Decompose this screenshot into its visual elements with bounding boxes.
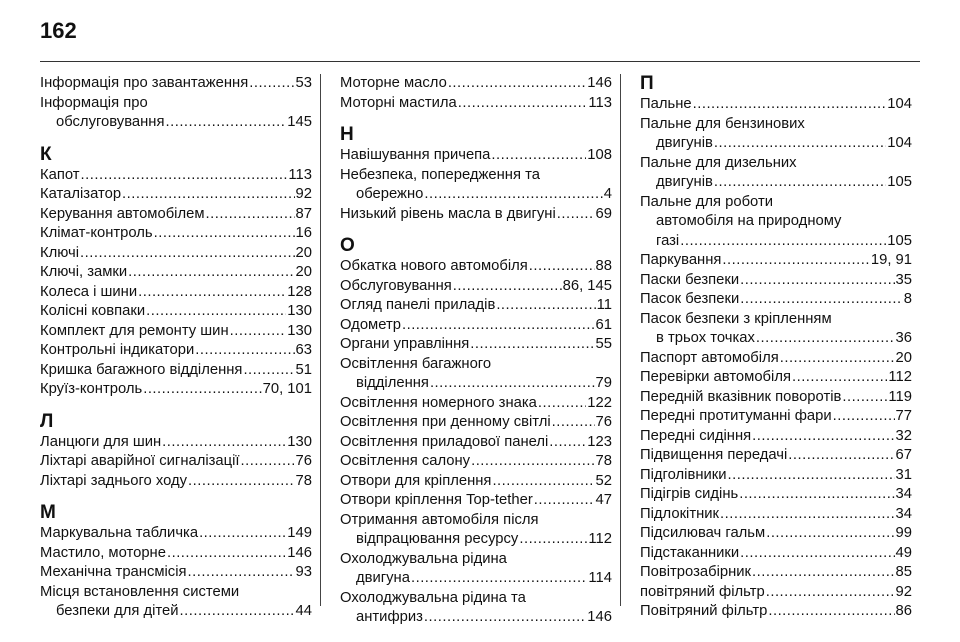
index-entry-page[interactable]: 128: [287, 283, 312, 300]
index-entry[interactable]: [40, 74, 312, 94]
index-entry[interactable]: [40, 583, 312, 622]
index-entry[interactable]: [640, 505, 912, 525]
dot-leader: [128, 263, 294, 283]
index-entry-page[interactable]: 88: [595, 258, 612, 274]
index-entry[interactable]: [640, 290, 912, 310]
index-entry-first-line: Отримання автомобіля після: [340, 511, 539, 528]
index-entry-title: Підголівники: [640, 466, 727, 483]
index-entry-title: Органи управління: [340, 336, 470, 352]
index-entry-title: Кришка багажного відділення: [40, 361, 243, 378]
section-letter: П: [640, 73, 654, 94]
index-entry-page[interactable]: 53: [295, 75, 312, 91]
index-entry[interactable]: [340, 511, 612, 550]
index-entry-title: Отвори кріплення Top-tether: [340, 492, 533, 508]
dot-leader: [680, 232, 886, 252]
dot-leader: [552, 413, 595, 433]
index-entry-page[interactable]: 122: [587, 394, 612, 411]
dot-leader: [243, 361, 294, 381]
index-entry-page[interactable]: 49: [895, 544, 912, 561]
index-entry-page[interactable]: 70, 101: [262, 381, 312, 397]
index-entry[interactable]: [340, 257, 612, 277]
index-entry[interactable]: [40, 341, 312, 361]
index-entry-page[interactable]: 87: [295, 205, 312, 222]
index-entry-title: Моторне масло: [340, 75, 447, 91]
index-entry[interactable]: [40, 205, 312, 225]
index-entry-title: Інформація про завантаження: [40, 75, 249, 91]
dot-leader: [471, 452, 594, 472]
index-entry-page[interactable]: 31: [895, 466, 912, 483]
index-entry[interactable]: [40, 380, 312, 400]
index-entry-title: Навішування причепа: [340, 147, 491, 163]
index-entry-page[interactable]: 4: [603, 186, 612, 202]
index-entry-page[interactable]: 92: [295, 186, 312, 202]
index-entry-page[interactable]: 44: [295, 603, 312, 619]
index-entry-title: повітряний фільтр: [640, 583, 765, 600]
index-entry-title: Отвори для кріплення: [340, 472, 492, 489]
dot-leader: [162, 433, 286, 453]
index-entry-page[interactable]: 119: [888, 388, 912, 405]
index-entry-page[interactable]: 20: [895, 349, 912, 366]
index-entry-page[interactable]: 86, 145: [562, 277, 612, 294]
index-entry-page[interactable]: 77: [895, 408, 912, 424]
index-entry[interactable]: [640, 193, 912, 252]
index-entry-title: Паспорт автомобіля: [640, 349, 779, 366]
index-entry-page[interactable]: 145: [287, 114, 312, 130]
index-column-1: [40, 74, 312, 622]
index-entry-title: Повітряний фільтр: [640, 603, 768, 619]
index-entry-page[interactable]: 19, 91: [870, 252, 912, 268]
index-entry-title: Ключі: [40, 244, 80, 261]
index-entry-title: Ключі, замки: [40, 264, 128, 280]
index-entry-title: Паски безпеки: [640, 271, 740, 288]
index-entry-title: Моторні мастила: [340, 94, 457, 111]
index-entry-title: Керування автомобілем: [40, 205, 205, 222]
dot-leader: [411, 569, 587, 589]
dot-leader: [788, 446, 894, 466]
index-entry[interactable]: [640, 524, 912, 544]
index-entry-page[interactable]: 35: [895, 271, 912, 288]
index-entry-title: Маркувальна табличка: [40, 525, 199, 541]
index-entry-first-line: Пальне для бензинових: [640, 115, 805, 132]
index-entry-first-line: Інформація про: [40, 94, 148, 111]
index-entry-title: Підігрів сидінь: [640, 486, 739, 502]
index-entry[interactable]: [40, 452, 312, 472]
index-entry-page[interactable]: 69: [595, 205, 612, 222]
index-entry-title: Підстаканники: [640, 544, 740, 561]
dot-leader: [756, 329, 895, 349]
index-entry[interactable]: [40, 524, 312, 544]
dot-leader: [167, 544, 286, 564]
section-letter: М: [40, 502, 56, 523]
dot-leader: [491, 146, 586, 166]
index-entry[interactable]: [340, 146, 612, 166]
index-entry-title: Пасок безпеки: [640, 291, 740, 307]
dot-leader: [780, 349, 895, 369]
index-entry-page[interactable]: 112: [888, 369, 912, 385]
dot-leader: [492, 472, 594, 492]
index-column-2: [340, 74, 612, 628]
dot-leader: [470, 335, 594, 355]
index-entry-page[interactable]: 113: [588, 94, 612, 111]
index-entry-title: Передній вказівник поворотів: [640, 388, 842, 405]
index-entry[interactable]: [40, 302, 312, 322]
index-entry[interactable]: [40, 224, 312, 244]
dot-leader: [165, 113, 286, 133]
dot-leader: [195, 341, 294, 361]
index-entry-page[interactable]: 78: [595, 453, 612, 469]
index-entry-page[interactable]: 52: [595, 472, 612, 489]
index-entry-title: Передні сидіння: [640, 427, 752, 444]
index-entry-first-line: Пасок безпеки з кріпленням: [640, 310, 832, 327]
index-entry-page[interactable]: 20: [295, 244, 312, 261]
dot-leader: [739, 485, 894, 505]
index-entry-title: Освітлення салону: [340, 453, 471, 469]
index-entry-page[interactable]: 85: [895, 564, 912, 580]
index-entry[interactable]: [340, 74, 612, 94]
dot-leader: [206, 205, 295, 225]
index-entry-title: Підвищення передачі: [640, 447, 788, 463]
index-entry[interactable]: [340, 94, 612, 114]
index-entry-page[interactable]: 55: [595, 336, 612, 352]
index-entry-page[interactable]: 63: [295, 342, 312, 358]
index-entry-page[interactable]: 130: [287, 322, 312, 339]
section-letter: К: [40, 143, 52, 165]
index-entry-title: Перевірки автомобіля: [640, 369, 791, 385]
dot-leader: [424, 185, 602, 205]
section-letter: Л: [40, 410, 54, 432]
index-entry[interactable]: [40, 244, 312, 264]
dot-leader: [833, 407, 895, 427]
index-entry[interactable]: [640, 446, 912, 466]
index-entry-title: Ланцюги для шин: [40, 433, 162, 450]
dot-leader: [241, 452, 295, 472]
dot-leader: [534, 491, 595, 511]
dot-leader: [720, 505, 894, 525]
index-entry[interactable]: [640, 544, 912, 564]
index-entry-title: обережно: [356, 186, 424, 202]
index-entry-page[interactable]: 113: [288, 166, 312, 183]
index-entry-page[interactable]: 79: [595, 375, 612, 391]
dot-leader: [752, 427, 894, 447]
dot-leader: [752, 563, 895, 583]
index-entry-title: Підсилювач гальм: [640, 525, 766, 541]
index-entry[interactable]: [40, 263, 312, 283]
dot-leader: [693, 95, 887, 115]
index-entry-title: Колеса і шини: [40, 283, 138, 300]
index-entry-page[interactable]: 16: [295, 225, 312, 241]
index-entry[interactable]: [340, 296, 612, 316]
index-entry[interactable]: [340, 277, 612, 297]
index-entry-page[interactable]: 105: [887, 174, 912, 190]
section-letter: О: [340, 235, 355, 256]
index-entry-page[interactable]: 112: [588, 531, 612, 547]
index-entry-title: Обслуговування: [340, 277, 452, 294]
index-entry-page[interactable]: 47: [595, 492, 612, 508]
index-entry[interactable]: [640, 310, 912, 349]
index-entry[interactable]: [640, 154, 912, 193]
index-entry[interactable]: [40, 166, 312, 186]
dot-leader: [549, 433, 586, 453]
index-entry-page[interactable]: 34: [895, 505, 912, 522]
index-entry[interactable]: [40, 94, 312, 133]
dot-leader: [728, 466, 895, 486]
index-entry[interactable]: [340, 491, 612, 511]
index-entry-page[interactable]: 36: [895, 330, 912, 346]
index-entry-title: Пальне: [640, 96, 692, 112]
index-entry-title: Мастило, моторне: [40, 544, 166, 561]
dot-leader: [448, 74, 586, 94]
header-rule: [40, 61, 920, 62]
index-entry-first-line: Освітлення багажного: [340, 355, 492, 372]
index-entry-title: Ліхтарі заднього ходу: [40, 472, 188, 489]
index-entry-title: відділення: [356, 375, 429, 391]
index-entry[interactable]: [640, 115, 912, 154]
index-entry-title: двигунів: [656, 174, 713, 190]
dot-leader: [740, 544, 894, 564]
index-entry-title: Освітлення приладової панелі: [340, 433, 549, 450]
dot-leader: [453, 277, 562, 297]
index-entry-first-line: Небезпека, попередження та: [340, 166, 540, 183]
section-letter: Н: [340, 124, 354, 145]
index-entry[interactable]: [640, 388, 912, 408]
index-entry[interactable]: [40, 563, 312, 583]
index-entry-title: обслуговування: [56, 114, 165, 130]
index-entry-page[interactable]: 105: [887, 232, 912, 249]
index-column-3: [640, 74, 912, 622]
dot-leader: [740, 290, 903, 310]
index-entry-title: Механічна трансмісія: [40, 564, 187, 580]
index-entry-title: Освітлення при денному світлі: [340, 414, 551, 430]
index-entry-title: Освітлення номерного знака: [340, 394, 537, 411]
index-entry[interactable]: [640, 583, 912, 603]
dot-leader: [402, 316, 595, 336]
index-entry-first-line: Пальне для роботи: [640, 193, 773, 210]
index-entry-page[interactable]: 76: [295, 453, 312, 469]
index-entry-page[interactable]: 93: [295, 564, 312, 580]
index-entry[interactable]: [640, 466, 912, 486]
index-entry[interactable]: [40, 544, 312, 564]
dot-leader: [188, 563, 295, 583]
dot-leader: [792, 368, 887, 388]
index-entry[interactable]: [40, 361, 312, 381]
index-entry-title: Повітрозабірник: [640, 564, 751, 580]
index-entry[interactable]: [640, 485, 912, 505]
index-entry-title: Низький рівень масла в двигуні: [340, 205, 556, 222]
index-entry[interactable]: [340, 394, 612, 414]
dot-leader: [842, 388, 887, 408]
index-entry-second-line: автомобіля на природному: [656, 213, 842, 229]
index-entry[interactable]: [340, 433, 612, 453]
index-entry-title: в трьох точках: [656, 330, 755, 346]
index-entry-page[interactable]: 61: [595, 316, 612, 333]
index-entry-title: Колісні ковпаки: [40, 303, 146, 319]
index-entry[interactable]: [340, 166, 612, 205]
index-entry[interactable]: [640, 251, 912, 271]
dot-leader: [538, 394, 586, 414]
index-entry-page[interactable]: 92: [895, 583, 912, 600]
dot-leader: [122, 185, 294, 205]
index-entry-title: відпрацювання ресурсу: [356, 531, 519, 547]
index-entry-page[interactable]: 51: [295, 361, 312, 378]
dot-leader: [714, 173, 886, 193]
index-entry-title: безпеки для дітей: [56, 603, 179, 619]
dot-leader: [230, 322, 287, 342]
index-entry-title: газі: [656, 232, 680, 249]
index-entry-page[interactable]: 11: [596, 297, 612, 313]
index-entry-page[interactable]: 8: [903, 291, 912, 307]
index-entry[interactable]: [340, 452, 612, 472]
dot-leader: [249, 74, 294, 94]
index-entry-title: Комплект для ремонту шин: [40, 322, 229, 339]
index-entry-page[interactable]: 114: [588, 570, 612, 586]
index-entry-title: Обкатка нового автомобіля: [340, 258, 528, 274]
index-entry-page[interactable]: 104: [887, 135, 912, 151]
index-entry-page[interactable]: 130: [287, 303, 312, 319]
dot-leader: [766, 583, 895, 603]
index-entry[interactable]: [640, 563, 912, 583]
dot-leader: [430, 374, 595, 394]
index-entry-title: Паркування: [640, 252, 722, 268]
index-entry[interactable]: [340, 589, 612, 628]
dot-leader: [557, 205, 595, 225]
dot-leader: [424, 608, 586, 628]
index-entry-page[interactable]: 104: [887, 96, 912, 112]
index-entry-first-line: Охолоджувальна рідина та: [340, 589, 526, 606]
index-entry[interactable]: [640, 368, 912, 388]
dot-leader: [529, 257, 595, 277]
index-entry-title: Круїз-контроль: [40, 381, 143, 397]
index-entry-first-line: Охолоджувальна рідина: [340, 550, 507, 567]
column-divider: [320, 74, 321, 606]
index-entry[interactable]: [40, 283, 312, 303]
index-entry-title: двигуна: [356, 570, 410, 586]
index-entry-page[interactable]: 34: [895, 486, 912, 502]
index-entry[interactable]: [640, 95, 912, 115]
dot-leader: [519, 530, 587, 550]
index-entry[interactable]: [40, 185, 312, 205]
dot-leader: [458, 94, 588, 114]
dot-leader: [143, 380, 261, 400]
index-entry-page[interactable]: 149: [287, 525, 312, 541]
index-entry[interactable]: [340, 205, 612, 225]
dot-leader: [81, 166, 288, 186]
index-entry-title: Ліхтарі аварійної сигналізації: [40, 453, 240, 469]
index-entry-page[interactable]: 20: [295, 264, 312, 280]
index-entry-page[interactable]: 86: [895, 603, 912, 619]
index-entry[interactable]: [340, 413, 612, 433]
index-entry-page[interactable]: 123: [587, 433, 612, 450]
index-entry-first-line: Пальне для дизельних: [640, 154, 797, 171]
dot-leader: [722, 251, 869, 271]
index-entry-title: Одометр: [340, 316, 401, 333]
index-entry-title: Контрольні індикатори: [40, 342, 195, 358]
dot-leader: [766, 524, 894, 544]
index-entry[interactable]: [340, 550, 612, 589]
index-entry[interactable]: [40, 322, 312, 342]
index-entry-first-line: Місця встановлення системи: [40, 583, 240, 600]
column-divider: [620, 74, 621, 606]
index-entry-page[interactable]: 32: [895, 427, 912, 444]
index-entry-title: Капот: [40, 166, 80, 183]
index-entry[interactable]: [40, 433, 312, 453]
dot-leader: [146, 302, 286, 322]
index-entry-title: Клімат-контроль: [40, 225, 153, 241]
dot-leader: [180, 602, 295, 622]
dot-leader: [740, 271, 894, 291]
index-entry[interactable]: [640, 427, 912, 447]
index-entry[interactable]: [340, 316, 612, 336]
index-entry[interactable]: [640, 349, 912, 369]
dot-leader: [188, 472, 294, 492]
dot-leader: [80, 244, 295, 264]
dot-leader: [496, 296, 595, 316]
index-entry[interactable]: [640, 407, 912, 427]
index-entry[interactable]: [340, 355, 612, 394]
index-entry-page[interactable]: 99: [895, 525, 912, 541]
index-entry-title: Передні протитуманні фари: [640, 408, 832, 424]
index-entry-title: Огляд панелі приладів: [340, 297, 496, 313]
index-entry[interactable]: [340, 335, 612, 355]
index-entry-page[interactable]: 146: [587, 75, 612, 91]
index-entry-page[interactable]: 78: [295, 472, 312, 489]
index-entry-title: Каталізатор: [40, 186, 122, 202]
index-entry[interactable]: [340, 472, 612, 492]
index-entry-title: Підлокітник: [640, 505, 720, 522]
dot-leader: [154, 224, 295, 244]
index-entry-page[interactable]: 146: [287, 544, 312, 561]
dot-leader: [199, 524, 286, 544]
index-entry-page[interactable]: 108: [587, 147, 612, 163]
dot-leader: [768, 602, 894, 622]
page-number: 162: [40, 18, 77, 43]
index-entry[interactable]: [640, 271, 912, 291]
index-entry[interactable]: [40, 472, 312, 492]
index-entry-page[interactable]: 67: [895, 447, 912, 463]
index-entry-page[interactable]: 146: [587, 609, 612, 625]
index-entry-page[interactable]: 130: [287, 433, 312, 450]
dot-leader: [138, 283, 286, 303]
index-entry-title: антифриз: [356, 609, 423, 625]
index-entry-title: двигунів: [656, 135, 713, 151]
index-entry-page[interactable]: 76: [595, 414, 612, 430]
index-entry[interactable]: [640, 602, 912, 622]
dot-leader: [714, 134, 886, 154]
